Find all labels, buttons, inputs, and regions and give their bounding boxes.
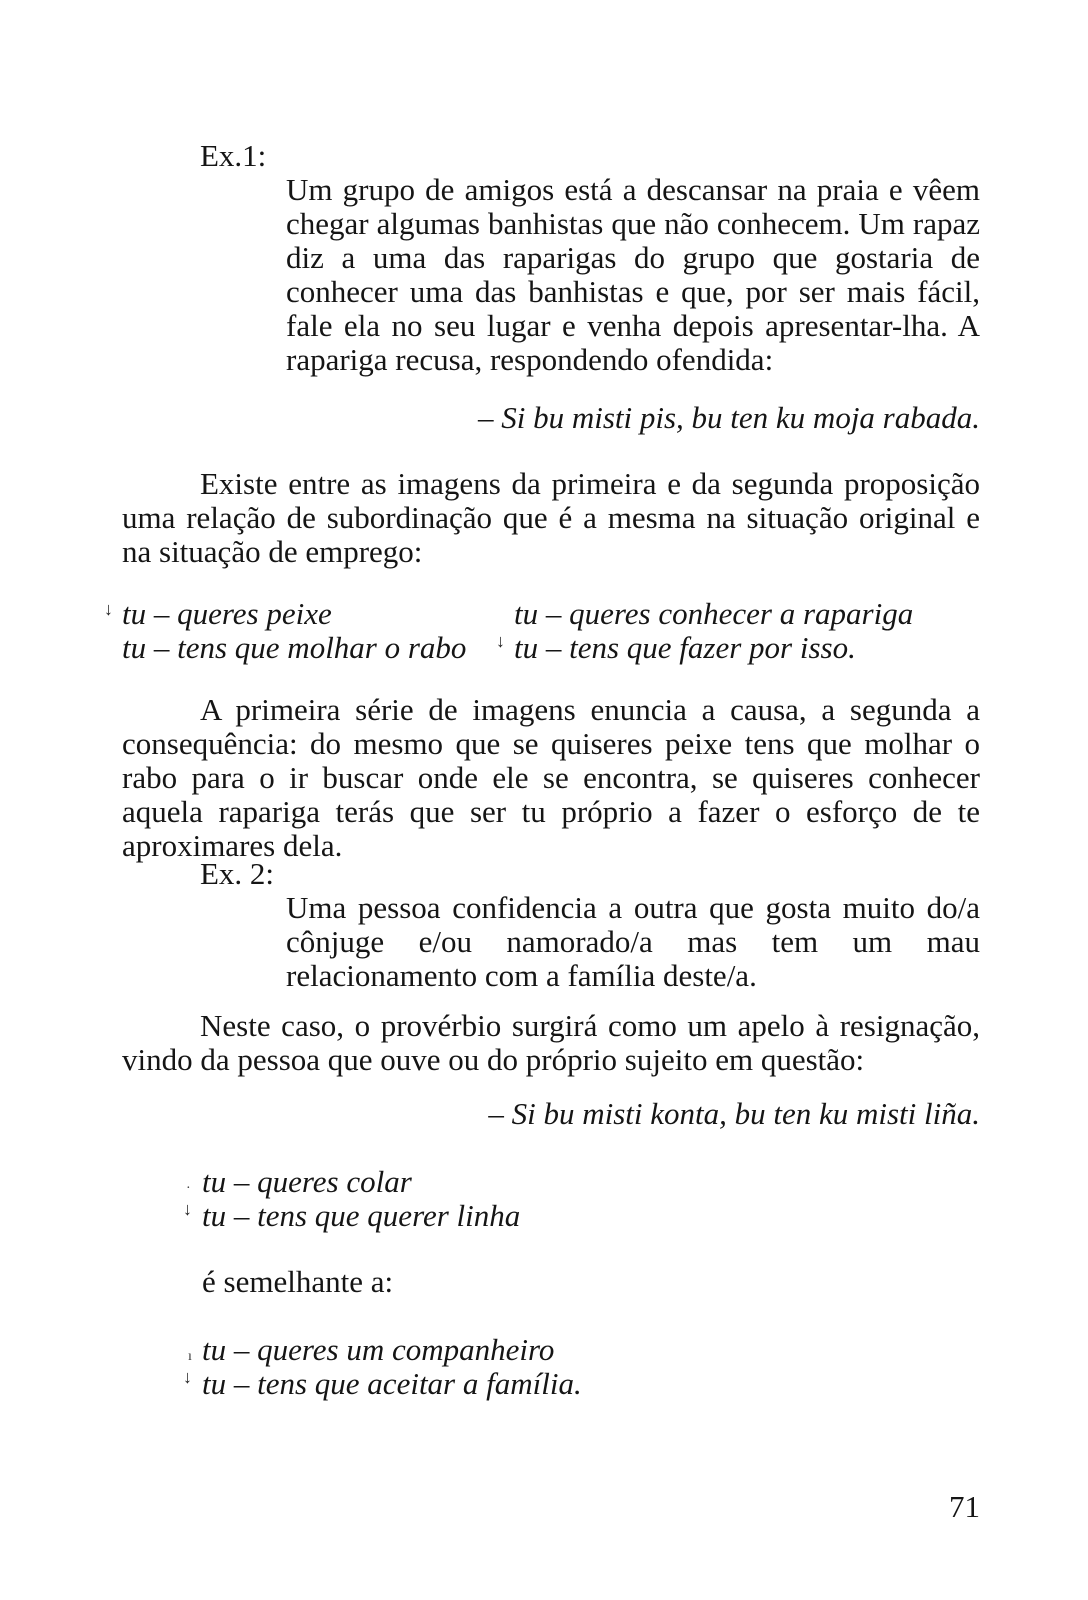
example-1-scenario: Um grupo de amigos está a descansar na praia e vêem chegar algumas banhistas que não conhecem. Um rapaz diz a uma das raparigas do grupo que gostaria de conhecer uma das banhistas e que, por ser mais fácil, fale ela no seu lugar e venha depois apresentar-lha. A rapariga recusa, respondendo ofendida: bbox=[286, 172, 980, 377]
down-arrow-icon: ↓ bbox=[183, 1199, 192, 1219]
scheme-1-left-top: tu – queres peixe bbox=[122, 596, 332, 631]
scheme-1-right-bottom: tu – tens que fazer por isso. bbox=[514, 630, 856, 665]
scheme-1-right-top: tu – queres conhecer a rapariga bbox=[514, 596, 914, 631]
scheme-3-bottom: tu – tens que aceitar a família. bbox=[202, 1366, 582, 1401]
down-arrow-icon: ↓ bbox=[183, 1367, 192, 1387]
example-2-scenario: Uma pessoa confidencia a outra que gosta muito do/a cônjuge e/ou namorado/a mas tem um mau relacionamento com a família deste/a. bbox=[286, 890, 980, 993]
page-number: 71 bbox=[949, 1489, 980, 1524]
paragraph-resignation: Neste caso, o provérbio surgirá como um apelo à resignação, vindo da pessoa que ouve ou do próprio sujeito em questão: bbox=[122, 1008, 980, 1077]
example-1-label: Ex.1: bbox=[200, 138, 267, 173]
example-2-proverb: – Si bu misti konta, bu ten ku misti liña. bbox=[488, 1096, 980, 1131]
example-2-label: Ex. 2: bbox=[200, 856, 275, 891]
example-1-proverb: – Si bu misti pis, bu ten ku moja rabada. bbox=[477, 400, 980, 435]
dot-mark-icon: · bbox=[186, 1181, 191, 1196]
scheme-2-top: tu – queres colar bbox=[202, 1164, 412, 1199]
similar-label: é semelhante a: bbox=[202, 1264, 394, 1299]
down-arrow-icon: ↓ bbox=[496, 631, 505, 651]
scheme-1-left-bottom: tu – tens que molhar o rabo bbox=[122, 630, 467, 665]
down-arrow-icon: ↓ bbox=[104, 599, 113, 619]
dot-mark-icon: ı bbox=[188, 1349, 192, 1364]
scheme-2-bottom: tu – tens que querer linha bbox=[202, 1198, 521, 1233]
scheme-3-top: tu – queres um companheiro bbox=[202, 1332, 555, 1367]
paragraph-cause-consequence: A primeira série de imagens enuncia a causa, a segunda a consequência: do mesmo que se quiseres peixe tens que molhar o rabo para o ir buscar onde ele se encontra, se quiseres conhecer aquela rapariga terás que ser tu próprio a fazer o esforço de te aproximares dela. bbox=[122, 692, 980, 863]
paragraph-subordination: Existe entre as imagens da primeira e da segunda proposição uma relação de subordinação que é a mesma na situação original e na situação de emprego: bbox=[122, 466, 980, 569]
